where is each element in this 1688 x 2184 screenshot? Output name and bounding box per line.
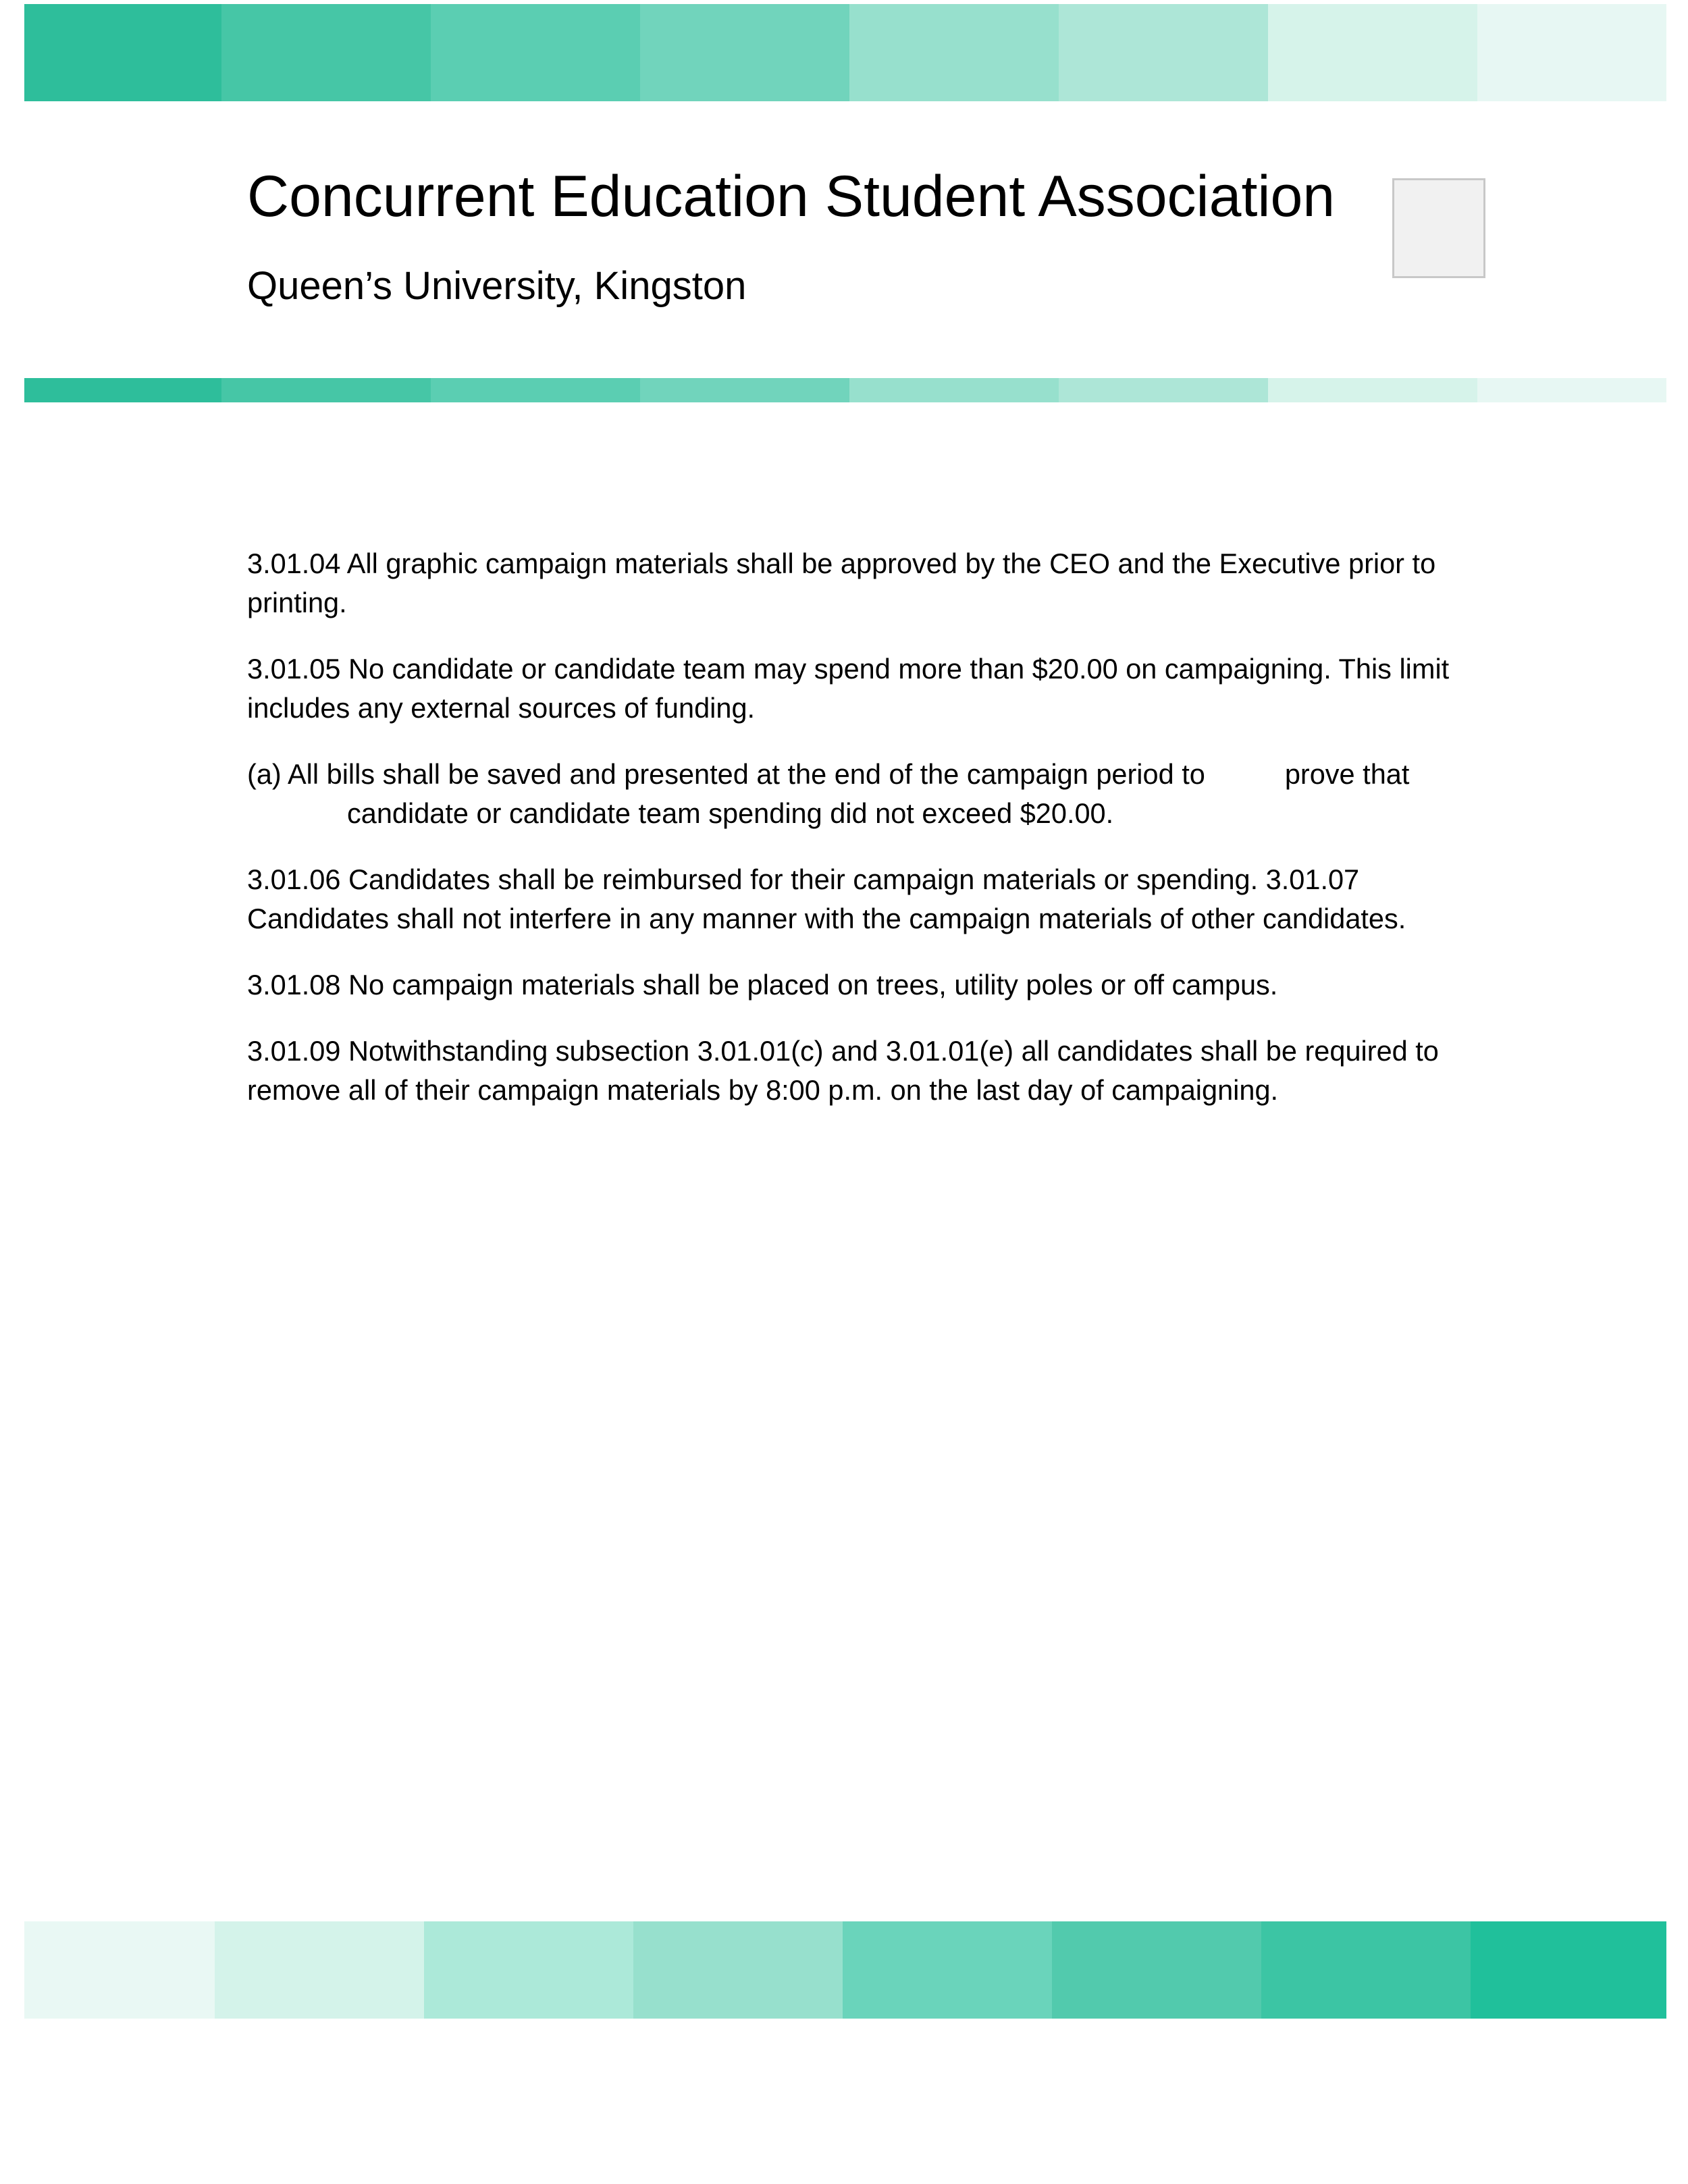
clause-3-01-09: 3.01.09 Notwithstanding subsection 3.01.01(c) and 3.01.01(e) all candidates shall be required to remove all of their campaign materials by 8:00 p.m. on the last day of campaigning. bbox=[247, 1035, 1439, 1106]
bottom-band-segment bbox=[1052, 1921, 1261, 2019]
mid-band-segment bbox=[849, 378, 1059, 402]
top-band-segment bbox=[640, 4, 849, 101]
top-band-segment bbox=[1268, 4, 1477, 101]
page-title: Concurrent Education Student Association bbox=[247, 164, 1336, 229]
clause-3-01-04: 3.01.04 All graphic campaign materials shall be approved by the CEO and the Executive prior to printing. bbox=[247, 548, 1436, 618]
clause-a-line1-start: (a) All bills shall be saved and presented at the end of the campaign period to bbox=[247, 758, 1205, 790]
bottom-band-segment bbox=[215, 1921, 424, 2019]
mid-band-segment bbox=[1268, 378, 1477, 402]
top-band-segment bbox=[1059, 4, 1268, 101]
bottom-band-segment bbox=[633, 1921, 843, 2019]
mid-band-segment bbox=[1477, 378, 1666, 402]
bottom-band-segment bbox=[424, 1921, 633, 2019]
mid-band-segment bbox=[24, 378, 221, 402]
logo-placeholder bbox=[1392, 178, 1485, 278]
top-band-segment bbox=[849, 4, 1059, 101]
bottom-band-segment bbox=[24, 1921, 215, 2019]
header-divider-band bbox=[24, 378, 1666, 402]
mid-band-segment bbox=[221, 378, 431, 402]
top-band-segment bbox=[431, 4, 640, 101]
clause-3-01-05-a bbox=[247, 755, 1456, 833]
page-subtitle: Queen’s University, Kingston bbox=[247, 264, 747, 308]
clause-3-01-05: 3.01.05 No candidate or candidate team may spend more than $20.00 on campaigning. This limit includes any external sources of funding. bbox=[247, 653, 1450, 724]
clause-3-01-06-07: 3.01.06 Candidates shall be reimbursed for their campaign materials or spending. 3.01.07 Candidates shall not interfere in any manner with the campaign materials of other candidates. bbox=[247, 863, 1406, 934]
top-band-segment bbox=[221, 4, 431, 101]
top-band-segment bbox=[24, 4, 221, 101]
bottom-band-segment bbox=[1471, 1921, 1666, 2019]
clause-3-01-08: 3.01.08 No campaign materials shall be placed on trees, utility poles or off campus. bbox=[247, 969, 1278, 1001]
document-body bbox=[247, 544, 1456, 1137]
mid-band-segment bbox=[1059, 378, 1268, 402]
bottom-band-segment bbox=[1261, 1921, 1471, 2019]
clause-a-line2: candidate or candidate team spending did not exceed $20.00. bbox=[347, 797, 1114, 829]
clause-a-line1-end: prove that bbox=[1284, 758, 1410, 790]
top-band-segment bbox=[1477, 4, 1666, 101]
bottom-color-band bbox=[24, 1921, 1666, 2019]
bottom-band-segment bbox=[843, 1921, 1052, 2019]
mid-band-segment bbox=[640, 378, 849, 402]
mid-band-segment bbox=[431, 378, 640, 402]
top-color-band bbox=[24, 4, 1666, 101]
